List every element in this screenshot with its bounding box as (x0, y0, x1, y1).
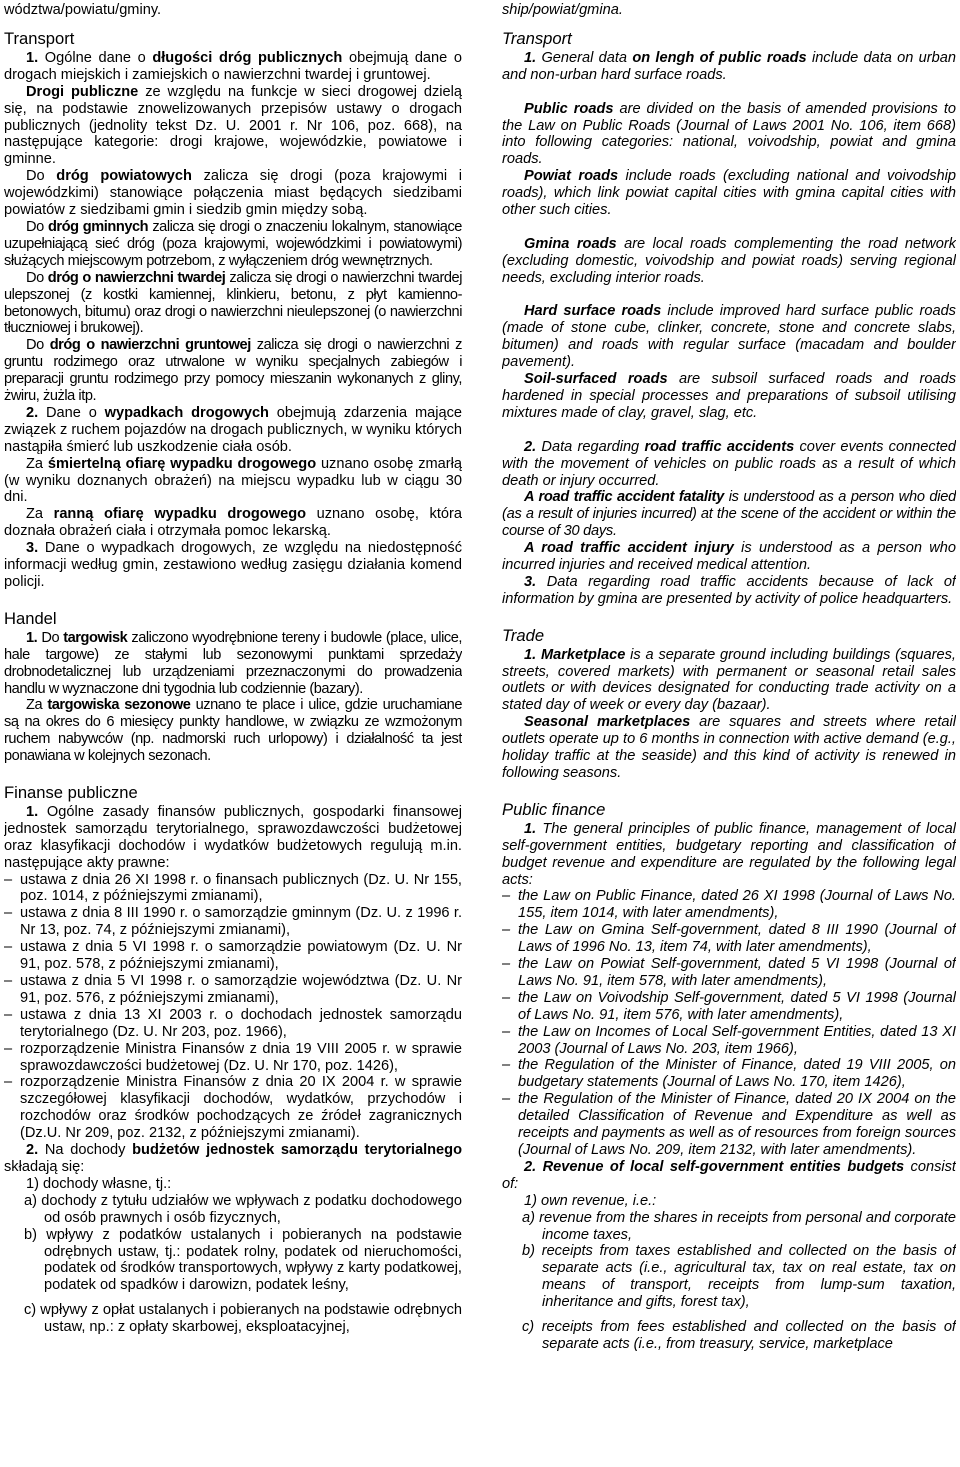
paragraph: Seasonal marketplaces are squares and streets where retail outlets operate up to 6 months in connection with active demand (e.g., holiday traffic at the seaside) and this kind of activity is renewed in following seasons. (502, 714, 956, 781)
paragraph: Za śmiertelną ofiarę wypadku drogowego uznano osobę zmarłą (w wyniku doznanych obrażeń) na miejscu wypadku lub w ciągu 30 dni. (4, 455, 462, 506)
list-item: – ustawa z dnia 5 VI 1998 r. o samorządzie powiatowym (Dz. U. Nr 91, poz. 578, z późniejszymi zmianami), (4, 939, 462, 973)
list-item: – the Law on Gmina Self-government, dated 8 III 1990 (Journal of Laws of 1996 No. 13, item 74, with later amendments), (502, 922, 956, 956)
paragraph: 1. The general principles of public finance, management of local self-government entities, budgetary reporting and classification of budget revenue and expenditure are regulated by the following legal acts: (502, 820, 956, 888)
spacer (4, 591, 462, 608)
section-heading-trade: Trade (502, 625, 545, 645)
spacer (502, 84, 956, 101)
paragraph: Za targowiska sezonowe uznano te place i ulice, gdzie uruchamiane są na okres do 6 miesięcy punkty handlowe, w związku ze wzmożonym ruchem nabywców (np. nadmorski ruch urlopowy) i działalność ta jest ponawiana w kolejnych sezonach. (4, 697, 462, 765)
spacer (502, 219, 956, 236)
paragraph: Do dróg o nawierzchni twardej zalicza się drogi o nawierzchni twardej ulepszonej (z kostki kamiennej, klinkieru, betonu, z płyt kamienno-betonowych, bitumu) oraz drogi o nawierzchni nieulepszonej (o nawierzchni tłuczniowej i brukowej). (4, 269, 462, 337)
list-item: – the Law on Voivodship Self-government, dated 5 VI 1998 (Journal of Laws No. 91, item 576, with later amendments), (502, 990, 956, 1024)
paragraph: 1. Marketplace is a separate ground including buildings (squares, streets, covered markets) with permanent or seasonal retail sales outlets or with devices designated for conducting trade activity on a stated day of week or every day (bazaar). (502, 646, 956, 714)
list-item: – ustawa z dnia 8 III 1990 r. o samorządzie gminnym (Dz. U. z 1996 r. Nr 13, poz. 74, z późniejszymi zmianami), (4, 905, 462, 939)
paragraph: A road traffic accident injury is understood as a person who incurred injuries and received medical attention. (502, 540, 956, 574)
paragraph: 1. Ogólne zasady finansów publicznych, gospodarki finansowej jednostek samorządu terytorialnego, sprawozdawczości budżetowej oraz klasyfikacji dochodów i wydatków budżetowych regulują m.in. następujące akty prawne: (4, 803, 462, 871)
section-heading-transport: Transport (4, 28, 75, 48)
section-heading-transport-en: Transport (502, 28, 572, 48)
paragraph: 1. Ogólne dane o długości dróg publicznych obejmują dane o drogach miejskich i zamiejskich o nawierzchni twardej i gruntowej. (4, 49, 462, 83)
paragraph: Do dróg o nawierzchni gruntowej zalicza się drogi o nawierzchni z gruntu rodzimego oraz utrwalone w wyniku specjalnych zabiegów i preparacji gruntu rodzimego przy pomocy mieszanin wykonanych z gliny, żwiru, żużla itp. (4, 337, 462, 405)
paragraph: Hard surface roads include improved hard surface public roads (made of stone cube, clinker, concrete, stone and concrete slabs, bitumen) and roads with regular surface (macadam and boulder pavement). (502, 303, 956, 371)
paragraph: 2. Data regarding road traffic accidents cover events connected with the movement of vehicles on public roads as a result of which death or injury occurred. (502, 438, 956, 489)
list-item: – ustawa z dnia 26 XI 1998 r. o finansach publicznych (Dz. U. Nr 155, poz. 1014, z późniejszymi zmianami), (4, 872, 462, 906)
numbered-item: 1) own revenue, i.e.: (524, 1192, 657, 1209)
list-item: – rozporządzenie Ministra Finansów z dnia 19 VIII 2005 r. w sprawie sprawozdawczości budżetowej (Dz. U. Nr 170, poz. 1426), (4, 1041, 462, 1075)
lettered-item: b) receipts from taxes established and collected on the basis of separate acts (i.e., agricultural tax, tax on real estate, tax on means of transport, receipts from lump-sum taxation, inheritance and gifts, forest tax), (522, 1243, 956, 1311)
paragraph: 2. Na dochody budżetów jednostek samorządu terytorialnego składają się: (4, 1142, 462, 1175)
spacer (502, 608, 956, 625)
lettered-item: c) receipts from fees established and collected on the basis of separate acts (i.e., from treasury, service, marketplace (522, 1319, 956, 1352)
paragraph: 2. Dane o wypadkach drogowych obejmują zdarzenia mające związek z ruchem pojazdów na drogach publicznych, w wyniku których nastąpiła śmierć lub uszkodzenie ciała osób. (4, 404, 462, 455)
paragraph: Soil-surfaced roads are subsoil surfaced roads and roads hardened in special processes and preparations of subsoil utilising mixtures made of clay, gravel, slag, etc. (502, 371, 956, 421)
paragraph: 1. Do targowisk zaliczono wyodrębnione tereny i budowle (place, ulice, hale targowe) ze stałymi lub sezonowymi punktami sprzedaży drobnodetalicznej lub urządzeniami przeznaczonymi do prowadzenia handlu w wyznaczone dni tygodnia lub codziennie (bazary). (4, 629, 462, 697)
list-item: – rozporządzenie Ministra Finansów z dnia 20 IX 2004 r. w sprawie szczegółowej klasyfikacji dochodów, wydatków, przychodów i rozchodów oraz środków pochodzących ze źródeł zagranicznych (Dz.U. Nr 209, poz. 2132, z późniejszymi zmianami). (4, 1074, 462, 1142)
list-item: – the Law on Powiat Self-government, dated 5 VI 1998 (Journal of Laws No. 91, item 578, with later amendments), (502, 956, 956, 990)
paragraph: Public roads are divided on the basis of amended provisions to the Law on Public Roads (Journal of Laws 2001 No. 106, item 668) into following categories: national, voivodship, powiat and gmina roads. (502, 100, 956, 168)
legal-acts-list-en (502, 888, 956, 1159)
paragraph: A road traffic accident fatality is understood as a person who died (as a result of injuries incurred) at the scene of the accident or within the course of 30 days. (502, 489, 956, 540)
spacer (502, 287, 956, 304)
list-item: – the Law on Incomes of Local Self-government Entities, dated 13 XI 2003 (Journal of Laws No. 203, item 1966), (502, 1024, 956, 1058)
paragraph: Do dróg gminnych zalicza się drogi o znaczeniu lokalnym, stanowiące uzupełniającą sieć dróg (poza krajowymi, wojewódzkimi i powiatowymi) służących miejscowym potrzebom, z wyłączeniem dróg wewnętrznych. (4, 218, 462, 269)
list-item: – the Regulation of the Minister of Finance, dated 19 VIII 2005, on budgetary statements (Journal of Laws No. 170, item 1426), (502, 1057, 956, 1091)
section-heading-handel: Handel (4, 608, 57, 628)
lettered-item: b) wpływy z podatków ustalanych i pobieranych na podstawie odrębnych ustaw, tj.: podatek rolny, podatek od nieruchomości, podatek od środków transportowych, wpływy z karty podatkowej, podatek od spadków i darowizn, podatek leśny, (24, 1226, 462, 1294)
spacer (4, 765, 462, 782)
spacer (4, 1294, 462, 1302)
numbered-item: 1) dochody własne, tj.: (26, 1175, 172, 1192)
lettered-item: c) wpływy z opłat ustalanych i pobieranych na podstawie odrębnych ustaw, np.: z opłaty skarbowej, eksploatacyjnej, (24, 1302, 462, 1336)
paragraph: Drogi publiczne ze względu na funkcje w sieci drogowej dzielą się, na podstawie znowelizowanych przepisów ustawy o drogach publicznych (jednolity tekst Dz. U. 2001 r. Nr 106, poz. 668), na następujące kategorie: drogi krajowe, wojewódzkie, powiatowe i gminne. (4, 83, 462, 168)
list-item: – the Regulation of the Minister of Finance, dated 20 IX 2004 on the detailed Classification of Revenue and Expenditure as well as receipts and payments as well as of resources from foreign sources (Journal of Laws No. 209, item 2132, with later amendments). (502, 1091, 956, 1159)
polish-column (4, 2, 462, 1467)
list-item: – the Law on Public Finance, dated 26 XI 1998 (Journal of Laws No. 155, item 1014, with later amendments), (502, 888, 956, 922)
section-heading-finance: Public finance (502, 799, 606, 819)
paragraph: Powiat roads include roads (excluding national and voivodship roads), which link powiat capital cities with gmina capital cities with other such cities. (502, 168, 956, 219)
spacer (502, 782, 956, 799)
lettered-item: a) dochody z tytułu udziałów we wpływach z podatku dochodowego od osób prawnych i osób fizycznych, (24, 1192, 462, 1226)
paragraph: Gmina roads are local roads complementing the road network (excluding domestic, voivodship and powiat roads) serving regional needs, excluding interior roads. (502, 235, 956, 286)
paragraph: Za ranną ofiarę wypadku drogowego uznano osobę, która doznała obrażeń ciała i otrzymała pomoc lekarską. (4, 506, 462, 540)
paragraph: 2. Revenue of local self-government entities budgets consist of: (502, 1158, 956, 1192)
spacer (502, 422, 956, 439)
list-item: – ustawa z dnia 13 XI 2003 r. o dochodach jednostek samorządu terytorialnego (Dz. U. Nr 203, poz. 1966), (4, 1007, 462, 1041)
lettered-item: a) revenue from the shares in receipts from personal and corporate income taxes, (522, 1209, 956, 1243)
paragraph: 3. Dane o wypadkach drogowych, ze względu na niedostępność informacji według gmin, zestawiono według zasięgu działania komend policji. (4, 540, 462, 590)
paragraph: Do dróg powiatowych zalicza się drogi (poza krajowymi i wojewódzkimi) stanowiące połączenia miast będących siedzibami powiatów z siedzibami gmin i siedzib gmin między sobą. (4, 168, 462, 219)
spacer (502, 1311, 956, 1319)
legal-acts-list (4, 872, 462, 1143)
paragraph: 1. General data on lengh of public roads include data on urban and non-urban hard surface roads. (502, 49, 956, 83)
english-column (502, 2, 956, 1467)
carryover-text: wództwa/powiatu/gminy. (4, 2, 162, 18)
paragraph: 3. Data regarding road traffic accidents because of lack of information by gmina are presented by activity of police headquarters. (502, 573, 956, 607)
carryover-text: ship/powiat/gmina. (502, 2, 623, 18)
list-item: – ustawa z dnia 5 VI 1998 r. o samorządzie województwa (Dz. U. Nr 91, poz. 576, z późniejszymi zmianami), (4, 973, 462, 1007)
section-heading-finanse: Finanse publiczne (4, 782, 138, 802)
